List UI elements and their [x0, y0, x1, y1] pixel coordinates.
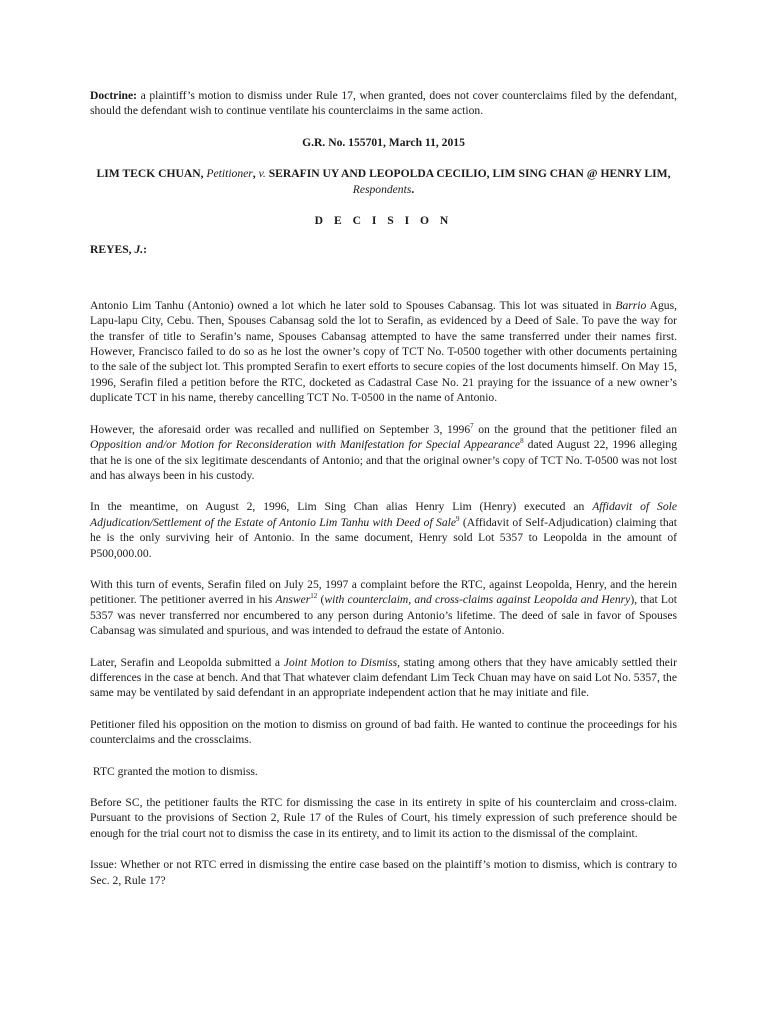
respondents-role: Respondents: [352, 182, 412, 196]
text-run: stating among others that they have amicably settled their differences in the case at bench. And that That whatever claim defendant Lim Teck Chuan may have on said Lot No. 5357, the same may be ventilated by said defendant in an appropriate independent action that he may initiate and file.: [90, 655, 677, 700]
text-run-italic: Answer: [275, 593, 311, 607]
doctrine-text: a plaintiff’s motion to dismiss under Rule 17, when granted, does not cover counterclaims filed by the defendant, should the defendant wish to continue ventilate his counterclaims in the same action.: [90, 89, 677, 118]
petitioner-role: Petitioner: [206, 167, 253, 181]
text-run: on the ground that the petitioner filed an: [473, 422, 677, 436]
text-run-italic: Barrio: [615, 298, 647, 312]
text-run-italic: Affidavit of Sole Adjudication/Settlement of the Estate of Antonio Lim Tanhu with Deed of Sale: [90, 500, 678, 529]
footnote-marker: 12: [310, 592, 318, 601]
text-run: dated August 22, 1996 alleging that he is one of the six legitimate descendants of Antonio; and that the original owner’s copy of TCT No. T-0500 was not lost and has always been in his custody.: [90, 438, 677, 482]
ponente-colon: :: [143, 243, 148, 257]
ponente: [90, 242, 677, 257]
petitioner-name: LIM TECK CHUAN: [96, 167, 201, 181]
text-run: ), that Lot 5357 was never transferred nor encumbered to any person during Antonio’s lifetime. The deed of sale in favor of Spouses Cabansag was simulated and spurious, and was intended to defraud the estate of Antonio.: [90, 593, 677, 638]
facts-paragraph-5: [90, 655, 677, 701]
footnote-marker: 8: [520, 437, 524, 446]
case-parties: LIM TECK CHUAN, Petitioner, v. SERAFIN UY AND LEOPOLDA CECILIO, LIM SING CHAN @ HENRY LIM, Respondents.: [96, 167, 671, 196]
text-run: (Affidavit of Self-Adjudication) claiming that he is the only surviving heir of Antonio. In the same document, Henry sold Lot 5357 to Leopolda in the amount of P500,000.00.: [90, 515, 677, 560]
text-run-italic: Joint Motion to Dismiss,: [283, 655, 401, 669]
ponente-title: J.: [134, 243, 144, 257]
facts-paragraph-4: [90, 577, 677, 639]
footnote-marker: 7: [470, 421, 474, 430]
text-run: In the meantime, on August 2, 1996, Lim Sing Chan alias Henry Lim (Henry) executed an: [90, 500, 593, 514]
document-page: [90, 88, 677, 904]
text-run-italic: with counterclaim, and cross-claims against Leopolda and Henry: [324, 593, 631, 607]
issue-paragraph: Issue: Whether or not RTC erred in dismissing the entire case based on the plaintiff’s motion to dismiss, which is contrary to Sec. 2, Rule 17?: [90, 858, 677, 887]
text-run: (: [317, 593, 325, 607]
text-run: Agus, Lapu-lapu City, Cebu. Then, Spouses Cabansag sold the lot to Serafin, as evidenced by a Deed of Sale. To pave the way for the transfer of title to Serafin’s name, Spouses Cabansag attempted to have the same transferred under their names first. However, Francisco failed to do so as he lost the owner’s copy of TCT No. T-0500 together with other documents pertaining to the sale of the subject lot. This prompted Serafin to exert efforts to secure copies of the lost documents himself. On May 15, 1996, Serafin filed a petition before the RTC, docketed as Cadastral Case No. 21 praying for the issuance of a new owner’s duplicate TCT in his name, thereby cancelling TCT No. T-0500 in the name of Antonio.: [90, 298, 677, 405]
facts-paragraph-8: Before SC, the petitioner faults the RTC for dismissing the case in its entirety in spite of his counterclaim and cross-claim. Pursuant to the provisions of Section 2, Rule 17 of the Rules of Court, his timely expression of such preference should be enough for the trial court not to dismiss the case in its entirety, and to limit its action to the dismissal of the complaint.: [90, 796, 677, 840]
versus: v.: [258, 167, 266, 181]
facts-paragraph-3: [90, 499, 677, 561]
footnote-marker: 9: [456, 514, 460, 523]
decision-heading: D E C I S I O N: [314, 214, 453, 228]
text-run-italic: Opposition and/or Motion for Reconsideration with Manifestation for Special Appearance: [90, 438, 521, 452]
doctrine-paragraph: [90, 88, 677, 119]
ponente-name: REYES,: [90, 243, 132, 257]
facts-paragraph-7: RTC granted the motion to dismiss.: [90, 764, 258, 778]
facts-paragraph-1: [90, 298, 677, 406]
text-run: Antonio Lim Tanhu (Antonio) owned a lot which he later sold to Spouses Cabansag. This lot was situated in: [90, 298, 616, 312]
facts-paragraph-6: Petitioner filed his opposition on the motion to dismiss on ground of bad faith. He wanted to continue the proceedings for his counterclaims and the crossclaims.: [90, 717, 677, 747]
respondents-names: SERAFIN UY AND LEOPOLDA CECILIO, LIM SING CHAN @ HENRY LIM: [268, 167, 668, 181]
text-run: With this turn of events, Serafin filed on July 25, 1997 a complaint before the RTC, against Leopolda, Henry, and the herein petitioner. The petitioner averred in his: [90, 577, 677, 607]
text-run: Later, Serafin and Leopolda submitted a: [90, 655, 284, 669]
doctrine-label: Doctrine:: [90, 89, 137, 102]
case-number: G.R. No. 155701, March 11, 2015: [302, 135, 465, 149]
facts-paragraph-2: [90, 422, 677, 484]
text-run: However, the aforesaid order was recalled and nullified on September 3, 1996: [90, 422, 471, 436]
